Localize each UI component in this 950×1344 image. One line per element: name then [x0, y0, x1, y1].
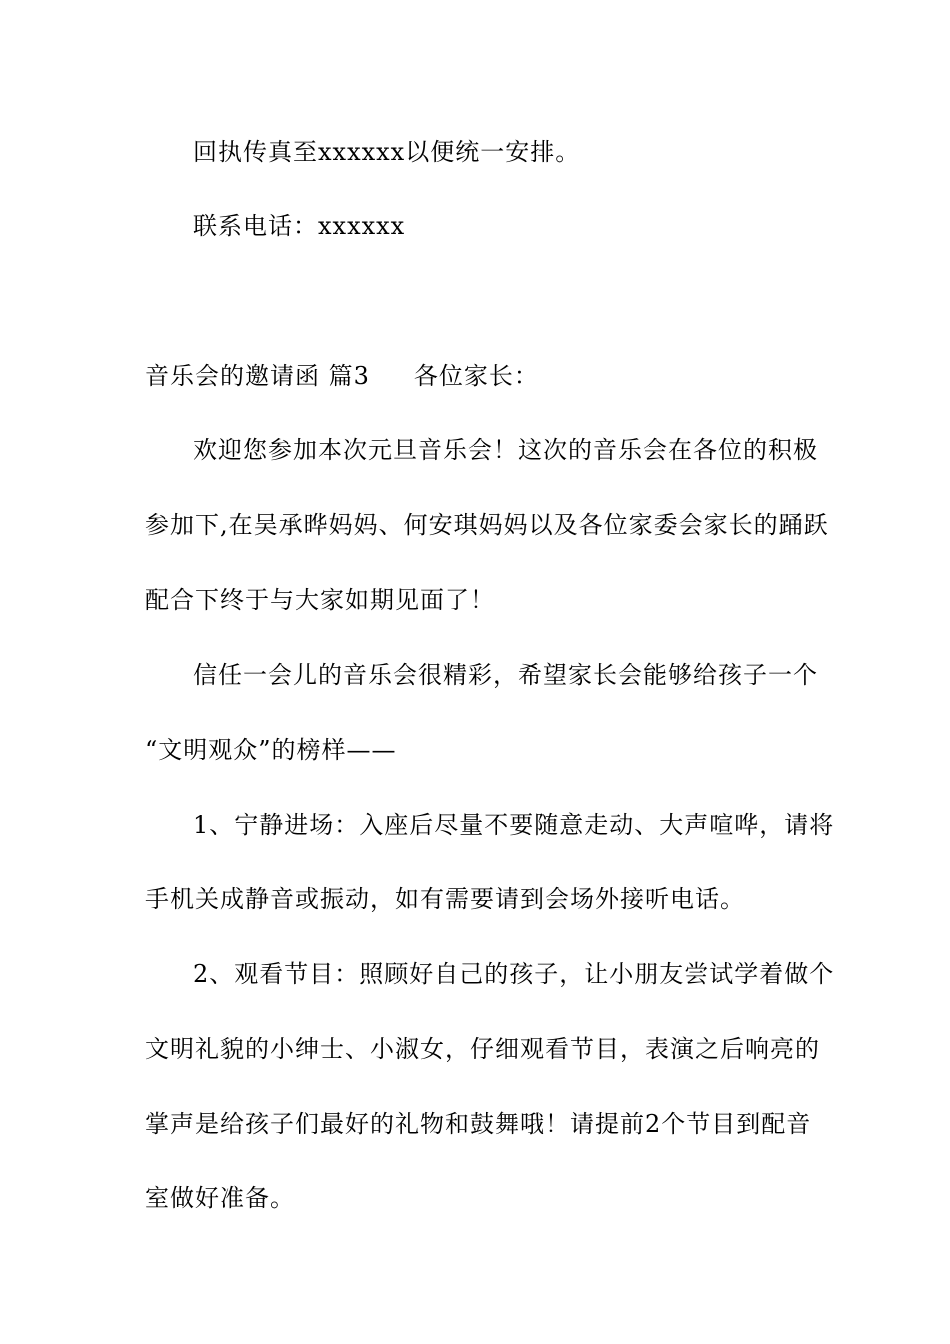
paragraph-line: 配合下终于与大家如期见面了！ — [145, 586, 495, 614]
paragraph-line: 室做好准备。 — [145, 1184, 295, 1212]
paragraph-line: 参加下,在吴承晔妈妈、何安琪妈妈以及各位家委会家长的踊跃 — [145, 511, 829, 539]
paragraph-line: 手机关成静音或振动，如有需要请到会场外接听电话。 — [145, 885, 745, 913]
section-title: 音乐会的邀请函 篇3 — [145, 362, 370, 390]
paragraph-line: 欢迎您参加本次元旦音乐会！这次的音乐会在各位的积极 — [193, 436, 818, 464]
paragraph-line: 信任一会儿的音乐会很精彩，希望家长会能够给孩子一个 — [193, 661, 818, 689]
fax-instruction: 回执传真至xxxxxx以便统一安排。 — [193, 138, 581, 166]
paragraph-line: 文明礼貌的小绅士、小淑女，仔细观看节目，表演之后响亮的 — [145, 1035, 820, 1063]
paragraph-line: 2、观看节目：照顾好自己的孩子，让小朋友尝试学着做个 — [193, 960, 835, 988]
paragraph-line: 掌声是给孩子们最好的礼物和鼓舞哦！请提前2个节目到配音 — [145, 1110, 812, 1138]
salutation: 各位家长： — [413, 362, 539, 390]
paragraph-line: 1、宁静进场：入座后尽量不要随意走动、大声喧哗，请将 — [193, 811, 835, 839]
section-heading — [145, 360, 810, 392]
contact-phone: 联系电话：xxxxxx — [193, 212, 406, 240]
paragraph-line: “文明观众”的榜样—— — [145, 736, 397, 764]
